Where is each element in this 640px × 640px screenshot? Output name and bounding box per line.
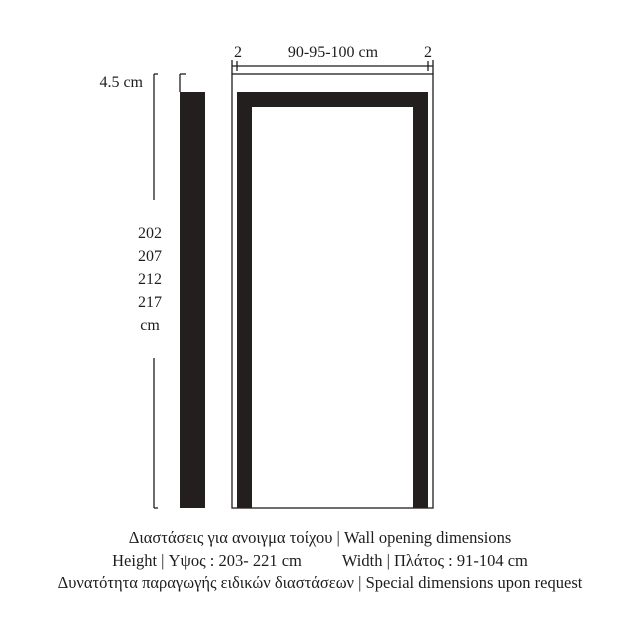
height-value-1: 202 [138,225,162,242]
height-value-3: 212 [138,271,162,288]
depth-dimension [180,74,186,92]
caption-height: Height | Υψος : 203- 221 cm [112,551,302,570]
height-dimension [154,74,158,508]
height-value-2: 207 [138,248,162,265]
door-frame [237,92,428,508]
caption-width: Width | Πλάτος : 91-104 cm [341,551,528,570]
caption-special-dimensions: Δυνατότητα παραγωγής ειδικών διαστάσεων | Special dimensions upon request [57,573,583,592]
left-gap-label: 2 [234,44,242,61]
height-unit: cm [140,317,160,334]
frame-side-profile [180,92,205,508]
caption-wall-opening: Διαστάσεις για ανοιγμα τοίχου | Wall opening dimensions [128,528,512,547]
depth-label: 4.5 cm [99,74,143,91]
right-gap-label: 2 [424,44,432,61]
caption-size-range [0,551,640,571]
width-label: 90-95-100 cm [287,44,379,61]
width-dimension [232,60,433,74]
wall-opening-outline [232,74,433,508]
height-value-4: 217 [138,294,162,311]
